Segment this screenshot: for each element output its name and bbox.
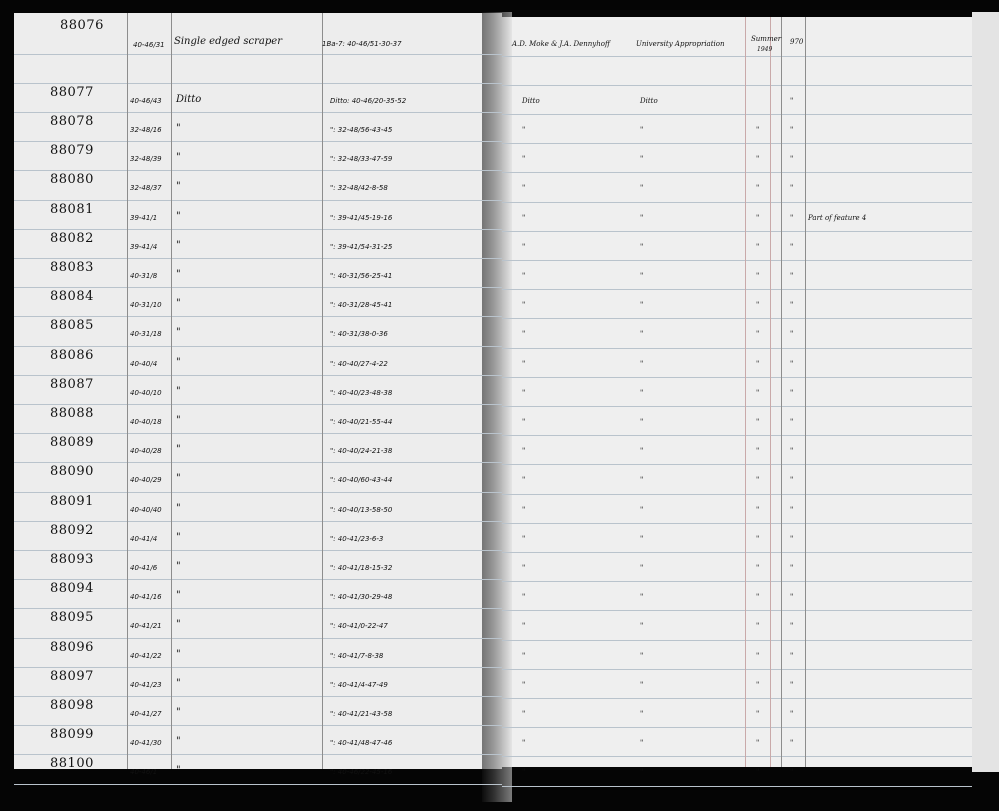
accession-number: " bbox=[790, 213, 794, 222]
ruling-line bbox=[502, 727, 972, 728]
acquisition-method: " bbox=[640, 768, 644, 777]
acquisition-method: Ditto bbox=[640, 96, 658, 105]
provenience-number: 32-48/39 bbox=[130, 155, 162, 164]
object-description: " bbox=[176, 765, 181, 777]
site-location: ": 40-46/22-45-16 bbox=[330, 768, 393, 777]
catalog-number: 88093 bbox=[50, 551, 94, 567]
ruling-line bbox=[14, 608, 502, 609]
catalog-number: 88080 bbox=[50, 172, 94, 188]
site-location: ": 39-41/45-19-16 bbox=[330, 213, 393, 222]
acquisition-method: " bbox=[640, 213, 644, 222]
provenience-number: 40-40/18 bbox=[130, 417, 162, 426]
ledger-right-page bbox=[502, 17, 972, 767]
acquisition-method: " bbox=[640, 447, 644, 456]
season: " bbox=[756, 417, 760, 426]
provenience-number: 40-40/10 bbox=[130, 388, 162, 397]
provenience-number: 32-48/16 bbox=[130, 125, 162, 134]
season: " bbox=[756, 505, 760, 514]
ruling-line bbox=[502, 698, 972, 699]
collector-name: " bbox=[522, 388, 526, 397]
ruling-line bbox=[14, 112, 502, 113]
acquisition-method: " bbox=[640, 271, 644, 280]
provenience-number: 40-41/4 bbox=[130, 534, 158, 543]
catalog-number: 88092 bbox=[50, 522, 94, 538]
acquisition-method: " bbox=[640, 417, 644, 426]
object-description: Ditto bbox=[176, 93, 202, 105]
season: Summer bbox=[751, 35, 782, 43]
site-location: ": 40-40/13-58-50 bbox=[330, 505, 393, 514]
ruling-line bbox=[14, 462, 502, 463]
collector-name: " bbox=[522, 213, 526, 222]
accession-number: " bbox=[790, 651, 794, 660]
collector-name: " bbox=[522, 301, 526, 310]
season: " bbox=[756, 709, 760, 718]
ruling-line bbox=[502, 494, 972, 495]
catalog-number: 88081 bbox=[50, 201, 94, 217]
catalog-number: 88100 bbox=[50, 756, 94, 772]
ruling-line bbox=[502, 464, 972, 465]
accession-number: " bbox=[790, 709, 794, 718]
accession-number: " bbox=[790, 593, 794, 602]
season: " bbox=[756, 213, 760, 222]
ruling-line bbox=[502, 377, 972, 378]
catalog-number: 88096 bbox=[50, 639, 94, 655]
ruling-line bbox=[14, 725, 502, 726]
accession-number: " bbox=[790, 476, 794, 485]
object-description: " bbox=[176, 706, 181, 718]
collector-name: " bbox=[522, 359, 526, 368]
column-rule bbox=[127, 13, 128, 769]
ruling-line bbox=[14, 550, 502, 551]
acquisition-method: " bbox=[640, 563, 644, 572]
catalog-number: 88098 bbox=[50, 697, 94, 713]
catalog-number: 88088 bbox=[50, 405, 94, 421]
catalog-number: 88097 bbox=[50, 668, 94, 684]
collector-name: " bbox=[522, 680, 526, 689]
provenience-number: 39-41/4 bbox=[130, 242, 158, 251]
object-description: " bbox=[176, 444, 181, 456]
ruling-line bbox=[14, 141, 502, 142]
collector-name: " bbox=[522, 476, 526, 485]
ruling-line bbox=[502, 552, 972, 553]
accession-number: " bbox=[790, 184, 794, 193]
site-location: ": 32-48/42-8-58 bbox=[330, 184, 388, 193]
next-page-edge bbox=[972, 12, 999, 772]
season: " bbox=[756, 155, 760, 164]
collector-name: " bbox=[522, 622, 526, 631]
accession-number: " bbox=[790, 271, 794, 280]
acquisition-method: " bbox=[640, 301, 644, 310]
season: " bbox=[756, 622, 760, 631]
object-description: " bbox=[176, 590, 181, 602]
column-rule bbox=[805, 17, 806, 767]
collector-name: A.D. Moke & J.A. Dennyhoff bbox=[512, 40, 610, 48]
provenience-number: 40-41/23 bbox=[130, 680, 162, 689]
ruling-line bbox=[14, 404, 502, 405]
collector-name: " bbox=[522, 330, 526, 339]
accession-number: " bbox=[790, 242, 794, 251]
acquisition-method: " bbox=[640, 359, 644, 368]
object-description: " bbox=[176, 560, 181, 572]
acquisition-method: University Appropriation bbox=[636, 40, 725, 48]
ruling-line bbox=[14, 54, 502, 55]
catalog-number: 88099 bbox=[50, 727, 94, 743]
collector-name: " bbox=[522, 563, 526, 572]
collector-name: " bbox=[522, 155, 526, 164]
ruling-line bbox=[502, 231, 972, 232]
provenience-number: 40-41/6 bbox=[130, 563, 158, 572]
catalog-number: 88083 bbox=[50, 259, 94, 275]
catalog-number: 88076 bbox=[60, 18, 104, 33]
accession-number: " bbox=[790, 125, 794, 134]
accession-number: " bbox=[790, 359, 794, 368]
catalog-number: 88091 bbox=[50, 493, 94, 509]
ruling-line bbox=[502, 289, 972, 290]
season: " bbox=[756, 271, 760, 280]
acquisition-method: " bbox=[640, 593, 644, 602]
acquisition-method: " bbox=[640, 388, 644, 397]
accession-number: " bbox=[790, 739, 794, 748]
ruling-line bbox=[502, 260, 972, 261]
season: " bbox=[756, 768, 760, 777]
object-description: " bbox=[176, 210, 181, 222]
object-description: " bbox=[176, 677, 181, 689]
accession-number: " bbox=[790, 680, 794, 689]
ruling-line bbox=[502, 581, 972, 582]
site-location: ": 40-40/23-48-38 bbox=[330, 388, 393, 397]
ruling-line bbox=[502, 435, 972, 436]
provenience-number: 40-40/29 bbox=[130, 476, 162, 485]
book-gutter bbox=[482, 12, 512, 802]
object-description: Single edged scraper bbox=[174, 36, 282, 47]
object-description: " bbox=[176, 152, 181, 164]
site-location: ": 40-40/60-43-44 bbox=[330, 476, 393, 485]
ruling-line bbox=[502, 114, 972, 115]
provenience-number: 40-41/27 bbox=[130, 709, 162, 718]
season: " bbox=[756, 476, 760, 485]
provenience-number: 40-41/16 bbox=[130, 593, 162, 602]
catalog-number: 88077 bbox=[50, 84, 94, 100]
site-location: ": 39-41/54-31-25 bbox=[330, 242, 393, 251]
collector-name: " bbox=[522, 505, 526, 514]
ruling-line bbox=[14, 754, 502, 755]
provenience-number: 40-46/1 bbox=[130, 768, 158, 777]
collector-name: " bbox=[522, 593, 526, 602]
ruling-line bbox=[502, 85, 972, 86]
object-description: " bbox=[176, 531, 181, 543]
acquisition-method: " bbox=[640, 184, 644, 193]
season: " bbox=[756, 301, 760, 310]
accession-number: 970 bbox=[790, 38, 804, 46]
acquisition-method: " bbox=[640, 739, 644, 748]
collector-name: " bbox=[522, 534, 526, 543]
provenience-number: 40-31/18 bbox=[130, 330, 162, 339]
collector-name: " bbox=[522, 709, 526, 718]
season: " bbox=[756, 388, 760, 397]
ruling-line bbox=[14, 433, 502, 434]
column-rule bbox=[171, 13, 172, 769]
site-location: ": 40-41/21-43-58 bbox=[330, 709, 393, 718]
accession-number: " bbox=[790, 96, 794, 105]
provenience-number: 40-40/4 bbox=[130, 359, 158, 368]
ruling-line bbox=[14, 316, 502, 317]
collector-name: " bbox=[522, 184, 526, 193]
ruling-line bbox=[502, 318, 972, 319]
season: " bbox=[756, 739, 760, 748]
provenience-number: 40-41/22 bbox=[130, 651, 162, 660]
collector-name: Ditto bbox=[522, 96, 540, 105]
object-description: " bbox=[176, 385, 181, 397]
ruling-line bbox=[502, 786, 972, 787]
provenience-number: 40-40/28 bbox=[130, 447, 162, 456]
ruling-line bbox=[14, 579, 502, 580]
provenience-number: 39-41/1 bbox=[130, 213, 158, 222]
catalog-number: 88086 bbox=[50, 347, 94, 363]
accession-number: " bbox=[790, 563, 794, 572]
ruling-line bbox=[14, 170, 502, 171]
ruling-line bbox=[502, 56, 972, 57]
site-location: ": 40-41/48-47-46 bbox=[330, 739, 393, 748]
object-description: " bbox=[176, 298, 181, 310]
ruling-line bbox=[14, 696, 502, 697]
acquisition-method: " bbox=[640, 680, 644, 689]
catalog-number: 88082 bbox=[50, 230, 94, 246]
ruling-line bbox=[502, 610, 972, 611]
catalog-number: 88095 bbox=[50, 610, 94, 626]
site-location: ": 40-40/27-4-22 bbox=[330, 359, 388, 368]
accession-number: " bbox=[790, 417, 794, 426]
provenience-number: 40-41/21 bbox=[130, 622, 162, 631]
acquisition-method: " bbox=[640, 476, 644, 485]
accession-number: " bbox=[790, 330, 794, 339]
object-description: " bbox=[176, 327, 181, 339]
object-description: " bbox=[176, 122, 181, 134]
ruling-line bbox=[502, 348, 972, 349]
site-location: ": 40-41/4-47-49 bbox=[330, 680, 388, 689]
column-rule bbox=[781, 17, 782, 767]
season: " bbox=[756, 651, 760, 660]
site-location: ": 40-41/7-8-38 bbox=[330, 651, 384, 660]
object-description: " bbox=[176, 268, 181, 280]
accession-number: " bbox=[790, 768, 794, 777]
acquisition-method: " bbox=[640, 155, 644, 164]
object-description: " bbox=[176, 619, 181, 631]
site-location: ": 40-31/38-0-36 bbox=[330, 330, 388, 339]
catalog-number: 88089 bbox=[50, 435, 94, 451]
column-rule bbox=[322, 13, 323, 769]
season: " bbox=[756, 447, 760, 456]
collector-name: " bbox=[522, 447, 526, 456]
provenience-number: 40-40/40 bbox=[130, 505, 162, 514]
site-location: ": 40-31/56-25-41 bbox=[330, 271, 393, 280]
ruling-line bbox=[502, 523, 972, 524]
season: " bbox=[756, 593, 760, 602]
catalog-number: 88094 bbox=[50, 581, 94, 597]
catalog-number: 88085 bbox=[50, 318, 94, 334]
provenience-number: 40-31/10 bbox=[130, 301, 162, 310]
season: " bbox=[756, 125, 760, 134]
ruling-line bbox=[502, 669, 972, 670]
provenience-number: 40-46/43 bbox=[130, 96, 162, 105]
collector-name: " bbox=[522, 768, 526, 777]
collector-name: " bbox=[522, 739, 526, 748]
ruling-line bbox=[502, 756, 972, 757]
season: " bbox=[756, 359, 760, 368]
collector-name: " bbox=[522, 651, 526, 660]
object-description: " bbox=[176, 648, 181, 660]
season: " bbox=[756, 563, 760, 572]
ruling-line bbox=[502, 143, 972, 144]
site-location: ": 40-40/24-21-38 bbox=[330, 447, 393, 456]
provenience-number: 32-48/37 bbox=[130, 184, 162, 193]
accession-number: " bbox=[790, 155, 794, 164]
acquisition-method: " bbox=[640, 505, 644, 514]
collector-name: " bbox=[522, 242, 526, 251]
season: " bbox=[756, 242, 760, 251]
object-description: " bbox=[176, 239, 181, 251]
collector-name: " bbox=[522, 417, 526, 426]
ruling-line bbox=[14, 287, 502, 288]
acquisition-method: " bbox=[640, 125, 644, 134]
site-location: Ditto: 40-46/20-35-52 bbox=[330, 96, 407, 105]
object-description: " bbox=[176, 473, 181, 485]
object-description: " bbox=[176, 181, 181, 193]
accession-number: " bbox=[790, 301, 794, 310]
site-location: ": 32-48/56-43-45 bbox=[330, 125, 393, 134]
accession-number: " bbox=[790, 388, 794, 397]
season: " bbox=[756, 184, 760, 193]
object-description: " bbox=[176, 502, 181, 514]
remarks: Part of feature 4 bbox=[808, 213, 867, 222]
accession-number: " bbox=[790, 534, 794, 543]
ruling-line bbox=[502, 640, 972, 641]
site-location: ": 40-41/30-29-48 bbox=[330, 593, 393, 602]
acquisition-method: " bbox=[640, 651, 644, 660]
acquisition-method: " bbox=[640, 622, 644, 631]
accession-number: " bbox=[790, 447, 794, 456]
column-rule bbox=[770, 17, 771, 767]
provenience-number: 40-31/8 bbox=[130, 271, 158, 280]
object-description: " bbox=[176, 356, 181, 368]
acquisition-method: " bbox=[640, 534, 644, 543]
catalog-number: 88078 bbox=[50, 113, 94, 129]
site-location: ": 40-41/23-6-3 bbox=[330, 534, 384, 543]
acquisition-method: " bbox=[640, 242, 644, 251]
accession-number: " bbox=[790, 505, 794, 514]
column-rule bbox=[745, 17, 746, 767]
site-location: 1Ba-7: 40-46/51-30-37 bbox=[322, 40, 402, 48]
site-location: ": 40-40/21-55-44 bbox=[330, 417, 393, 426]
ruling-line bbox=[502, 202, 972, 203]
collector-name: " bbox=[522, 125, 526, 134]
ruling-line bbox=[502, 172, 972, 173]
acquisition-method: " bbox=[640, 709, 644, 718]
catalog-number: 88084 bbox=[50, 289, 94, 305]
object-description: " bbox=[176, 736, 181, 748]
catalog-number: 88090 bbox=[50, 464, 94, 480]
object-description: " bbox=[176, 414, 181, 426]
year: 1949 bbox=[757, 46, 773, 53]
provenience-number: 40-41/30 bbox=[130, 739, 162, 748]
acquisition-method: " bbox=[640, 330, 644, 339]
season: " bbox=[756, 680, 760, 689]
provenience-number: 40-46/31 bbox=[133, 41, 165, 49]
season: " bbox=[756, 330, 760, 339]
catalog-number: 88079 bbox=[50, 143, 94, 159]
site-location: ": 40-31/28-45-41 bbox=[330, 301, 393, 310]
season: " bbox=[756, 534, 760, 543]
ruling-line bbox=[502, 406, 972, 407]
site-location: ": 40-41/0-22-47 bbox=[330, 622, 388, 631]
collector-name: " bbox=[522, 271, 526, 280]
site-location: ": 32-48/33-47-59 bbox=[330, 155, 393, 164]
ruling-line bbox=[14, 784, 502, 785]
site-location: ": 40-41/18-15-32 bbox=[330, 563, 393, 572]
accession-number: " bbox=[790, 622, 794, 631]
catalog-number: 88087 bbox=[50, 376, 94, 392]
ruling-line bbox=[14, 258, 502, 259]
